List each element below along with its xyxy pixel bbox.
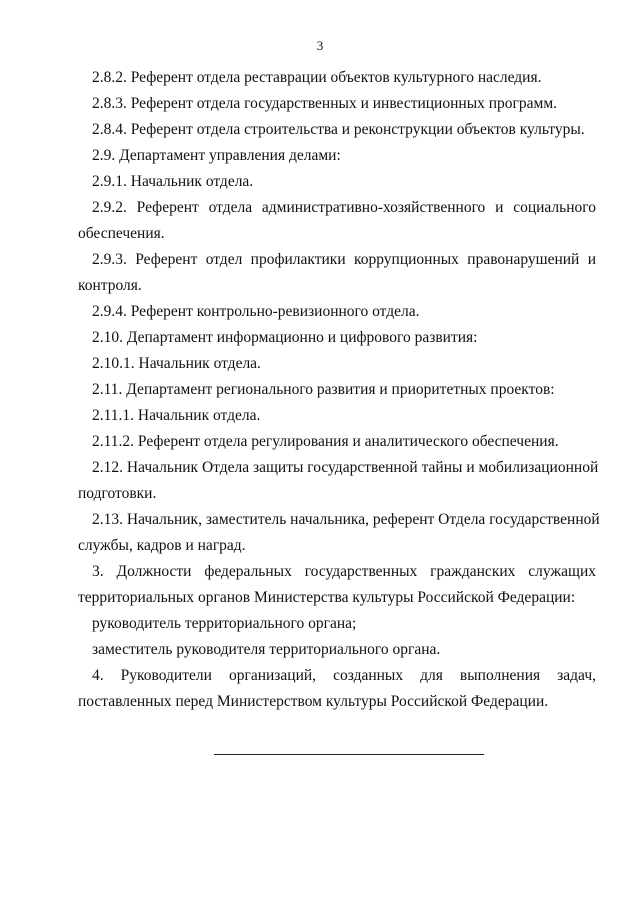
page-number: 3 (316, 38, 324, 53)
item-2-9-3-continuation: контроля. (78, 277, 142, 294)
item-2-8-4: 2.8.4. Референт отдела строительства и реконструкции объектов культуры. (92, 121, 585, 138)
item-2-11-1: 2.11.1. Начальник отдела. (92, 407, 261, 424)
item-4: 4. Руководители организаций, созданных для выполнения задач, (92, 667, 596, 684)
item-2-10: 2.10. Департамент информационно и цифрового развития: (92, 329, 478, 346)
item-2-8-2: 2.8.2. Референт отдела реставрации объектов культурного наследия. (92, 69, 542, 86)
item-2-11: 2.11. Департамент регионального развития и приоритетных проектов: (92, 381, 555, 398)
item-3-position-deputy: заместитель руководителя территориального органа. (92, 641, 441, 658)
item-3-position-head: руководитель территориального органа; (92, 615, 357, 632)
item-4-continuation: поставленных перед Министерством культуры Российской Федерации. (78, 693, 549, 710)
item-2-12-continuation: подготовки. (78, 485, 157, 502)
item-2-9-2-continuation: обеспечения. (78, 225, 165, 242)
item-2-9-4: 2.9.4. Референт контрольно-ревизионного отдела. (92, 303, 420, 320)
item-2-9-3: 2.9.3. Референт отдел профилактики коррупционных правонарушений и (92, 251, 596, 268)
item-2-9-1: 2.9.1. Начальник отдела. (92, 173, 254, 190)
closing-rule (214, 754, 484, 755)
item-2-11-2: 2.11.2. Референт отдела регулирования и аналитического обеспечения. (92, 433, 559, 450)
item-2-8-3: 2.8.3. Референт отдела государственных и инвестиционных программ. (92, 95, 558, 112)
item-3-continuation: территориальных органов Министерства культуры Российской Федерации: (78, 589, 576, 606)
item-2-13-continuation: службы, кадров и наград. (78, 537, 246, 554)
item-2-9-2: 2.9.2. Референт отдела административно-хозяйственного и социального (92, 199, 596, 216)
item-2-12: 2.12. Начальник Отдела защиты государственной тайны и мобилизационной (92, 459, 599, 476)
item-2-9: 2.9. Департамент управления делами: (92, 147, 341, 164)
item-3: 3. Должности федеральных государственных гражданских служащих (92, 563, 596, 580)
item-2-10-1: 2.10.1. Начальник отдела. (92, 355, 261, 372)
item-2-13: 2.13. Начальник, заместитель начальника, референт Отдела государственной (92, 511, 600, 528)
